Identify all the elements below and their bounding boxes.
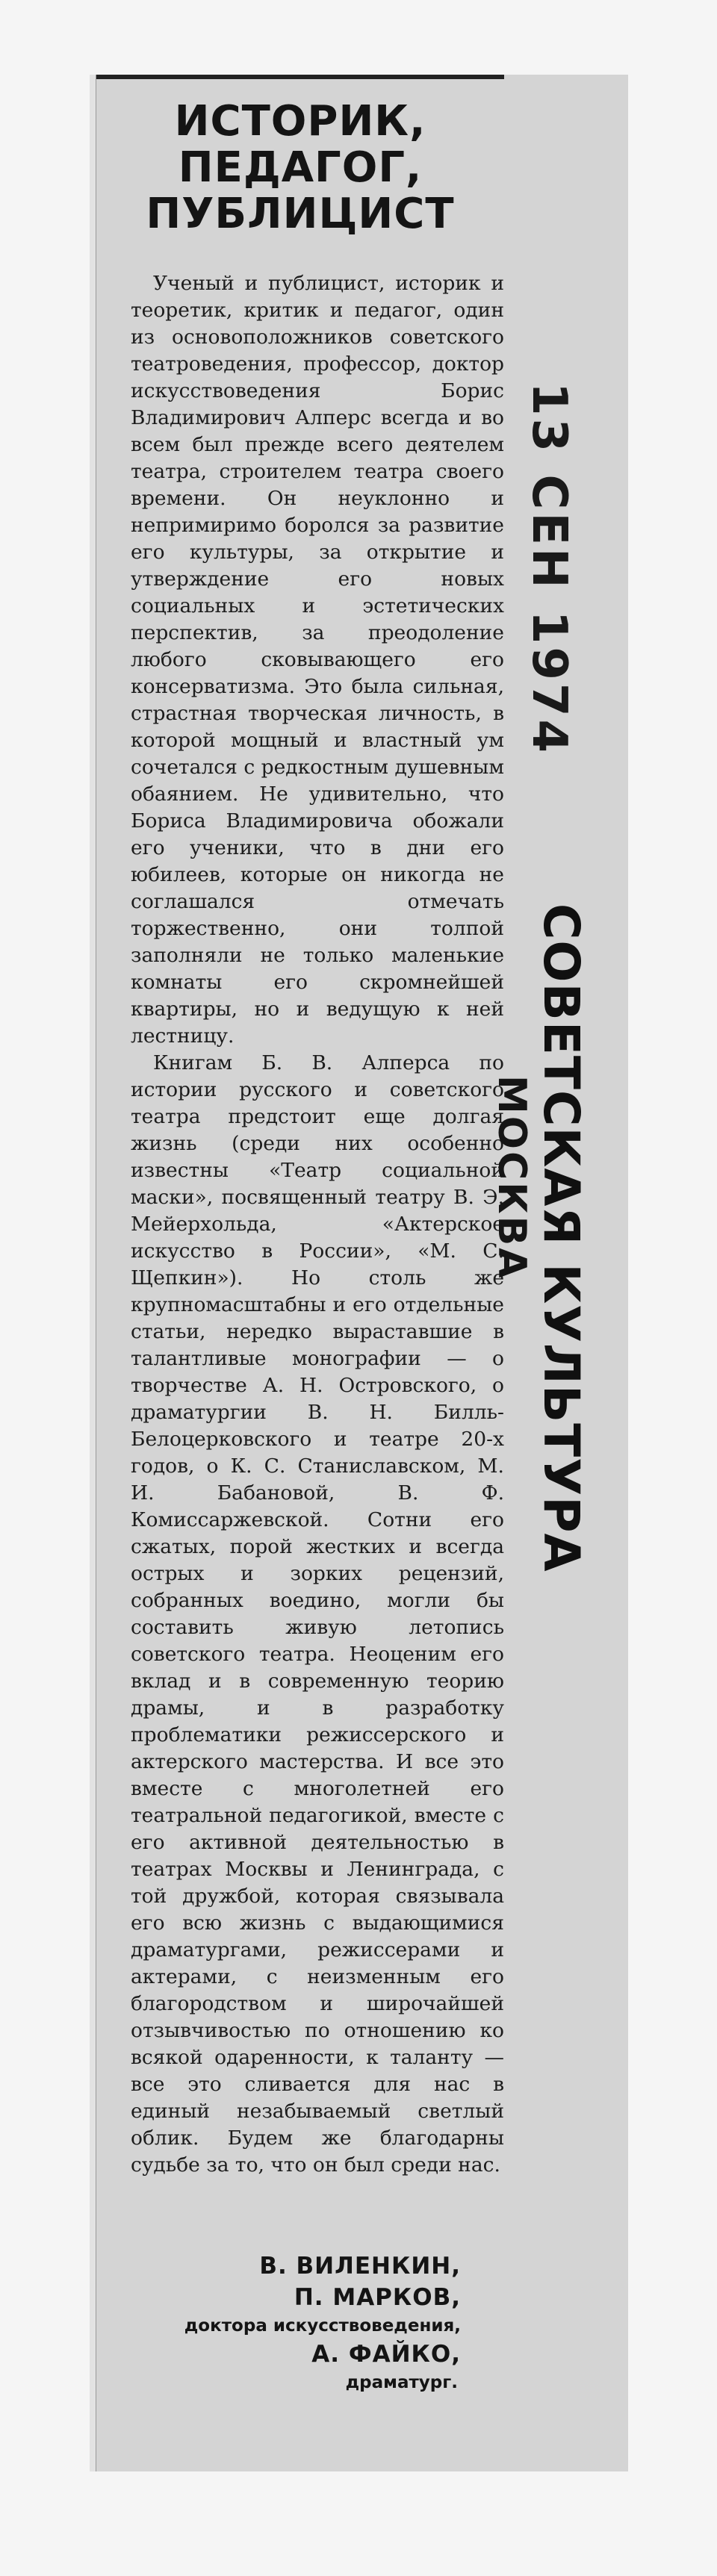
- article-body: [131, 270, 504, 2179]
- article-paragraph-2: Книгам Б. В. Алперса по истории русского и советского театра предстоит еще долгая жизнь (среди них особенно известны «Театр социальной маски», посвященный театру В. Э. Мейерхольда, «Актерское искусство в России», «М. С. Щепкин»). Но столь же крупномасштабны и его отдельные статьи, нередко выраставшие в талантливые монографии — о творчестве А. Н. Островского, о драматургии В. Н. Билль-Белоцерковского и театре 20-х годов, о К. С. Станиславском, М. И. Бабановой, В. Ф. Комиссаржевской. Сотни его сжатых, порой жестких и всегда острых и зорких рецензий, собранных воедино, могли бы составить живую летопись советского театра. Неоценим его вклад и в современную теорию драмы, и в разработку проблематики режиссерского и актерского мастерства. И все это вместе с многолетней его театральной педагогикой, вместе с его активной деятельностью в театрах Москвы и Ленинграда, с той дружбой, которая связывала его всю жизнь с выдающимися драматургами, режиссерами и актерами, с неизменным его благородством и широчайшей отзывчивостью по отношению ко всякой одаренности, к таланту — все это сливается для нас в единый незабываемый светлый облик. Будем же благодарны судьбе за то, что он был среди нас.: [131, 1051, 504, 2177]
- signature-name-1: В. ВИЛЕНКИН,: [259, 2253, 461, 2280]
- headline-line-2: ПЕДАГОГ,: [178, 143, 423, 192]
- signature-name-2: П. МАРКОВ,: [294, 2284, 461, 2311]
- headline-line-1: ИСТОРИК,: [174, 97, 426, 146]
- signatures: [96, 2250, 461, 2395]
- date-stamp: 13 СЕН 1974: [521, 382, 577, 756]
- headline: [96, 99, 504, 237]
- top-rule: [96, 75, 504, 79]
- newspaper-name-stamp: СОВЕТСКАЯ КУЛЬТУРА: [533, 903, 590, 1572]
- article-paragraph-1: Ученый и публицист, историк и теоретик, критик и педагог, один из основоположников советского театроведения, профессор, доктор искусствоведения Борис Владимирович Алперс всегда и во всем был прежде всего деятелем театра, строителем театра своего времени. Он неуклонно и непримиримо боролся за развитие его культуры, за открытие и утверждение его новых социальных и эстетических перспектив, за преодоление любого сковывающего его консерватизма. Это была сильная, страстная творческая личность, в которой мощный и властный ум сочетался с редкостным душевным обаянием. Не удивительно, что Бориса Владимировича обожали его ученики, что в дни его юбилеев, которые он никогда не соглашался отмечать торжественно, они толпой заполняли не только маленькие комнаты его скромнейшей квартиры, но и ведущую к ней лестницу.: [131, 272, 504, 1048]
- clipping-edge: [90, 75, 96, 2471]
- headline-line-3: ПУБЛИЦИСТ: [146, 190, 455, 238]
- signature-name-3: А. ФАЙКО,: [311, 2341, 461, 2368]
- signature-role-1: доктора искусствоведения,: [184, 2316, 461, 2336]
- city-stamp: МОСКВА: [489, 1075, 534, 1281]
- signature-role-2: драматург.: [345, 2373, 458, 2392]
